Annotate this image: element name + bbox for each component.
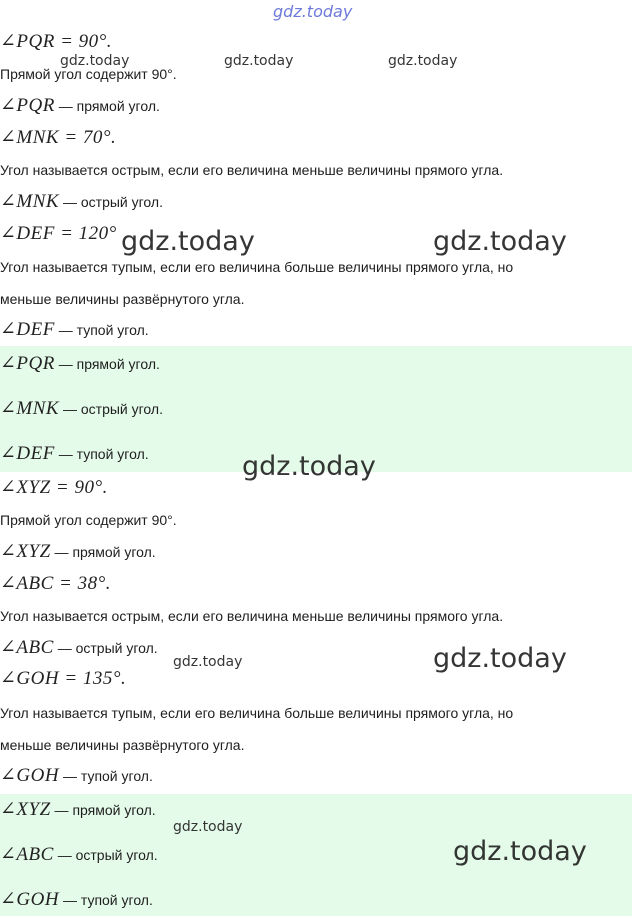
text: — прямой угол. xyxy=(54,98,160,114)
math-expression: ∠PQR = 90°. xyxy=(0,31,113,52)
watermark: gdz.today xyxy=(388,53,458,69)
answer-line xyxy=(0,845,158,865)
text: — острый угол. xyxy=(59,194,163,210)
math-expression: ∠MNK xyxy=(0,191,60,212)
text: — прямой угол. xyxy=(50,802,156,818)
text: — прямой угол. xyxy=(50,544,156,560)
math-expression: ∠ABC = 38°. xyxy=(0,573,111,594)
watermark: gdz.today xyxy=(60,53,130,69)
text-line xyxy=(0,606,503,626)
watermark: gdz.today xyxy=(173,654,243,670)
text: Угол называется острым, если его величина меньше величины прямого угла. xyxy=(0,608,504,624)
conclusion-line xyxy=(0,542,156,562)
text: Угол называется тупым, если его величина больше величины прямого угла, но xyxy=(0,705,514,721)
answer-line xyxy=(0,354,160,374)
text-line xyxy=(0,703,513,723)
watermark: gdz.today xyxy=(121,226,255,257)
answer-line xyxy=(0,399,163,419)
watermark: gdz.today xyxy=(453,836,587,867)
text-line xyxy=(0,257,513,277)
answer-line xyxy=(0,890,153,910)
text: Угол называется острым, если его величина меньше величины прямого угла. xyxy=(0,162,504,178)
watermark: gdz.today xyxy=(433,643,567,674)
watermark: gdz.today xyxy=(173,819,243,835)
text-line xyxy=(0,289,244,309)
text: — острый угол. xyxy=(53,847,158,863)
math-expression: ∠XYZ = 90°. xyxy=(0,477,108,498)
math-expression: ∠GOH xyxy=(0,765,60,786)
math-line xyxy=(0,574,111,594)
text: меньше величины развёрнутого угла. xyxy=(0,291,245,307)
text: — тупой угол. xyxy=(59,892,153,908)
math-expression: ∠DEF xyxy=(0,319,55,340)
text: — острый угол. xyxy=(53,640,158,656)
text-line xyxy=(0,510,177,530)
conclusion-line xyxy=(0,638,158,658)
text: — тупой угол. xyxy=(54,446,149,462)
math-expression: ∠DEF xyxy=(0,443,55,464)
watermark: gdz.today xyxy=(433,226,567,257)
math-expression: ∠XYZ xyxy=(0,799,51,820)
watermark-logo: gdz.today xyxy=(273,2,353,21)
math-line xyxy=(0,224,117,244)
conclusion-line xyxy=(0,766,153,786)
math-expression: ∠MNK = 70°. xyxy=(0,127,117,148)
text-line xyxy=(0,160,503,180)
math-expression: ∠MNK xyxy=(0,398,60,419)
math-expression: ∠PQR xyxy=(0,353,55,374)
text: — прямой угол. xyxy=(54,356,160,372)
answer-line xyxy=(0,444,149,464)
text: — тупой угол. xyxy=(54,322,149,338)
conclusion-line xyxy=(0,96,160,116)
math-expression: ∠ABC xyxy=(0,637,54,658)
math-line xyxy=(0,669,126,689)
math-line xyxy=(0,478,108,498)
math-expression: ∠GOH = 135°. xyxy=(0,668,127,689)
text-line xyxy=(0,735,244,755)
conclusion-line xyxy=(0,192,163,212)
text: Прямой угол содержит 90°. xyxy=(0,66,177,82)
math-expression: ∠PQR xyxy=(0,95,55,116)
math-expression: ∠ABC xyxy=(0,844,54,865)
text: Угол называется тупым, если его величина больше величины прямого угла, но xyxy=(0,259,514,275)
answer-line xyxy=(0,800,156,820)
math-expression: ∠GOH xyxy=(0,889,60,910)
watermark: gdz.today xyxy=(224,53,294,69)
text: меньше величины развёрнутого угла. xyxy=(0,737,245,753)
conclusion-line xyxy=(0,320,149,340)
text: — тупой угол. xyxy=(59,768,153,784)
text: Прямой угол содержит 90°. xyxy=(0,512,177,528)
text: — острый угол. xyxy=(59,401,163,417)
math-line xyxy=(0,128,116,148)
math-line xyxy=(0,32,112,52)
watermark: gdz.today xyxy=(242,451,376,482)
math-expression: ∠DEF = 120° xyxy=(0,223,117,244)
math-expression: ∠XYZ xyxy=(0,541,51,562)
